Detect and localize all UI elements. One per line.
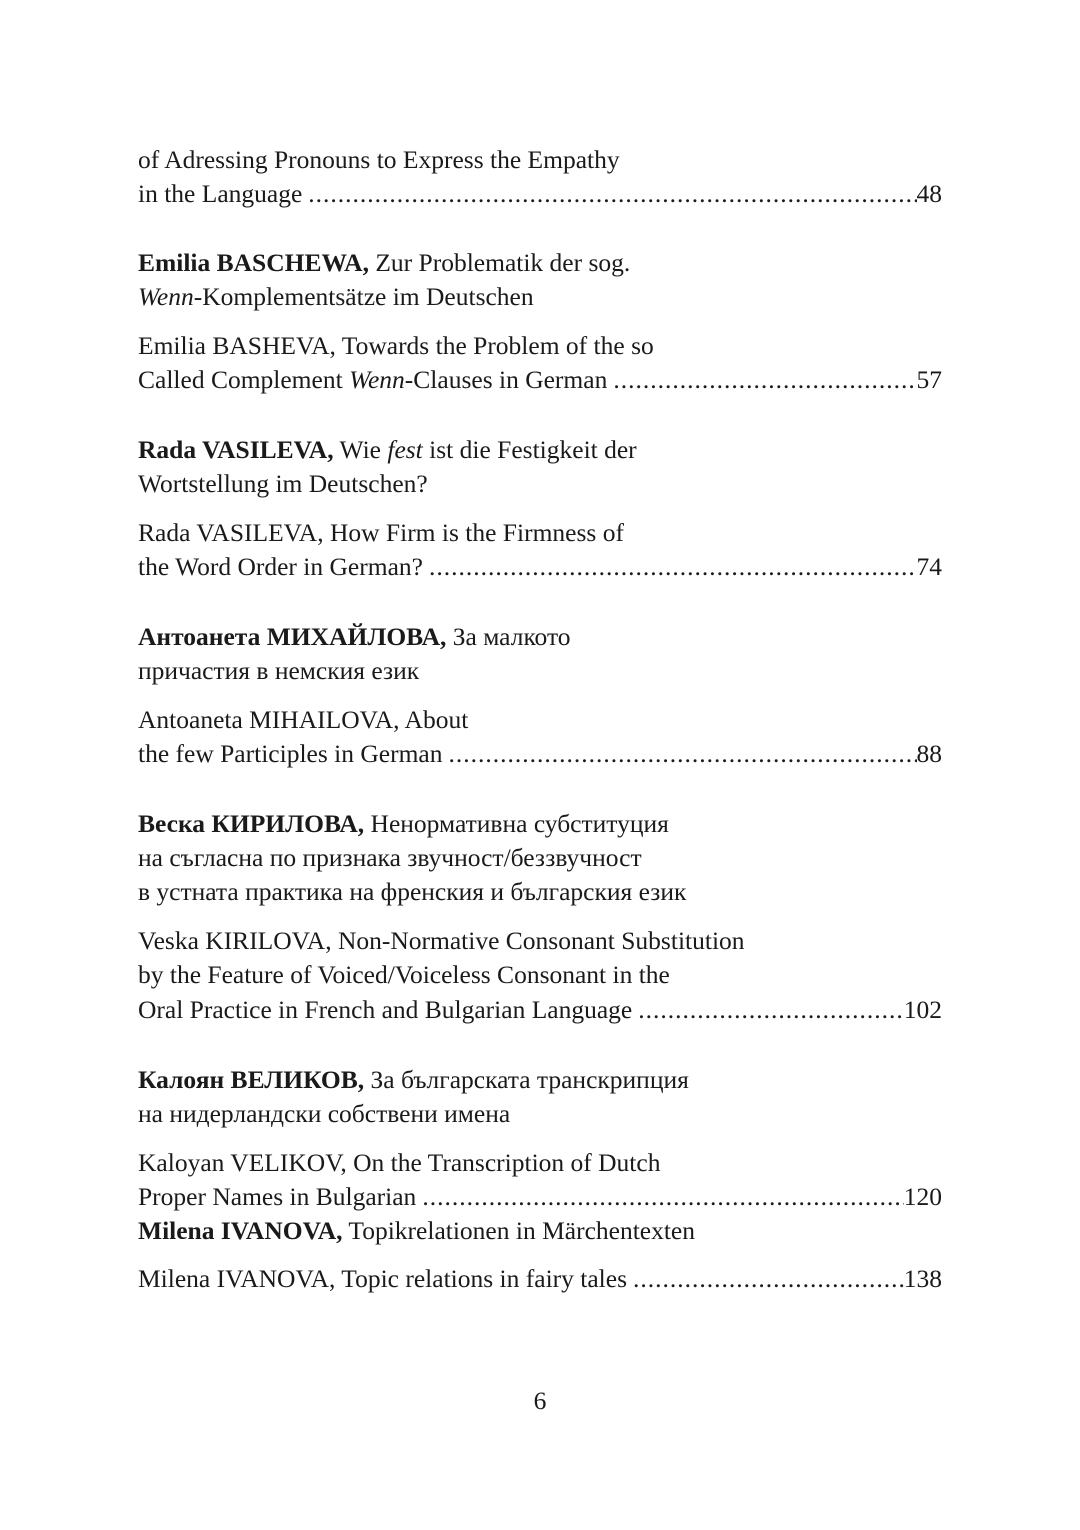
entry-text: the few Participles in German	[138, 739, 443, 768]
entry-text: by the Feature of Voiced/Voiceless Consonant in the	[138, 960, 670, 989]
entry-text: на нидерландски собствени имена	[138, 1099, 511, 1128]
entry-italic: fest	[387, 435, 423, 464]
entry-text: -Clauses in German	[404, 365, 608, 394]
entry-text: Wortstellung im Deutschen?	[138, 469, 428, 498]
page-number: 120	[903, 1182, 942, 1211]
author-name: Milena IVANOVA,	[138, 1216, 343, 1245]
folio-page-number: 6	[533, 1386, 547, 1415]
entry-text: of Adressing Pronouns to Express the Empathy	[138, 145, 620, 174]
toc-entry-2-en-line-1	[138, 329, 942, 363]
toc-entry-5-title-line-1	[138, 807, 942, 841]
author-name: Антоанета МИХАЙЛОВА,	[138, 622, 447, 651]
entry-italic: Wenn	[349, 365, 405, 394]
author-name: Emilia BASCHEWA,	[138, 248, 369, 277]
author-name: Калоян ВЕЛИКОВ,	[138, 1065, 365, 1094]
page-number: 74	[916, 552, 942, 581]
toc-entry-4-en-line-2	[138, 737, 942, 771]
entry-text: За малкото	[446, 622, 571, 651]
toc-entry-1-line-1	[138, 143, 942, 177]
toc-entry-1-line-2	[138, 177, 942, 211]
toc-entry-6-title-line-2	[138, 1097, 942, 1131]
toc-entry-6-en-line-1	[138, 1146, 942, 1180]
toc-entry-2-title-line-2	[138, 280, 942, 314]
toc-entry-7-en-line-1	[138, 1262, 942, 1296]
entry-text: Proper Names in Bulgarian	[138, 1182, 417, 1211]
page-number: 57	[916, 365, 942, 394]
entry-text: на съгласна по признака звучност/беззвучност	[138, 843, 642, 872]
author-name: Веска КИРИЛОВА,	[138, 809, 365, 838]
toc-entry-3-en-line-2	[138, 550, 942, 584]
entry-text-wrap	[138, 363, 607, 397]
page-number: 102	[903, 995, 942, 1024]
entry-text: в устната практика на френския и българския език	[138, 877, 687, 906]
entry-text: Topikrelationen in Märchentexten	[342, 1216, 696, 1245]
entry-text: the Word Order in German?	[138, 552, 423, 581]
entry-text: причастия в немския език	[138, 656, 420, 685]
entry-text: Rada VASILEVA, How Firm is the Firmness of	[138, 518, 624, 547]
dot-leader	[442, 737, 916, 771]
dot-leader	[607, 363, 916, 397]
entry-text: in the Language	[138, 179, 303, 208]
toc-entry-3-en-line-1	[138, 516, 942, 550]
dot-leader	[423, 550, 917, 584]
toc-entry-2-title-line-1	[138, 246, 942, 280]
toc-entry-2-en-line-2	[138, 363, 942, 397]
entry-text: Emilia BASHEVA, Towards the Problem of the so	[138, 331, 654, 360]
toc-entry-5-en-line-1	[138, 924, 942, 958]
entry-italic: Wenn	[138, 282, 194, 311]
entry-text: Ненормативна субституция	[364, 809, 669, 838]
entry-text: -Komplementsätze im Deutschen	[193, 282, 534, 311]
toc-entry-5-title-line-3	[138, 875, 942, 909]
toc-entry-4-title-line-2	[138, 654, 942, 688]
dot-leader	[416, 1180, 903, 1214]
entry-text: ist die Festigkeit der	[422, 435, 637, 464]
entry-text: Kaloyan VELIKOV, On the Transcription of Dutch	[138, 1148, 661, 1177]
entry-text: Oral Practice in French and Bulgarian Language	[138, 995, 633, 1024]
page-number: 48	[916, 179, 942, 208]
entry-text: Veska KIRILOVA, Non-Normative Consonant Substitution	[138, 926, 745, 955]
toc-entry-6-en-line-2	[138, 1180, 942, 1214]
toc-entry-5-en-line-3	[138, 993, 942, 1027]
entry-text: Milena IVANOVA, Topic relations in fairy tales	[138, 1264, 628, 1293]
toc-entry-5-title-line-2	[138, 841, 942, 875]
entry-text: Zur Problematik der sog.	[368, 248, 631, 277]
toc-entry-4-en-line-1	[138, 703, 942, 737]
page-number: 88	[916, 739, 942, 768]
toc-entry-4-title-line-1	[138, 620, 942, 654]
entry-text: Antoaneta MIHAILOVA, About	[138, 705, 469, 734]
page-number: 138	[903, 1264, 942, 1293]
toc-entry-3-title-line-2	[138, 467, 942, 501]
toc-entry-5-en-line-2	[138, 958, 942, 992]
author-name: Rada VASILEVA,	[138, 435, 334, 464]
toc-entry-7-title-line-1	[138, 1214, 942, 1248]
dot-leader	[302, 177, 916, 211]
toc-entry-3-title-line-1	[138, 433, 942, 467]
dot-leader	[632, 993, 904, 1027]
entry-text: Wie	[333, 435, 388, 464]
dot-leader	[627, 1262, 904, 1296]
entry-text: За българската транскрипция	[364, 1065, 689, 1094]
toc-entry-6-title-line-1	[138, 1063, 942, 1097]
entry-text: Called Complement	[138, 365, 350, 394]
